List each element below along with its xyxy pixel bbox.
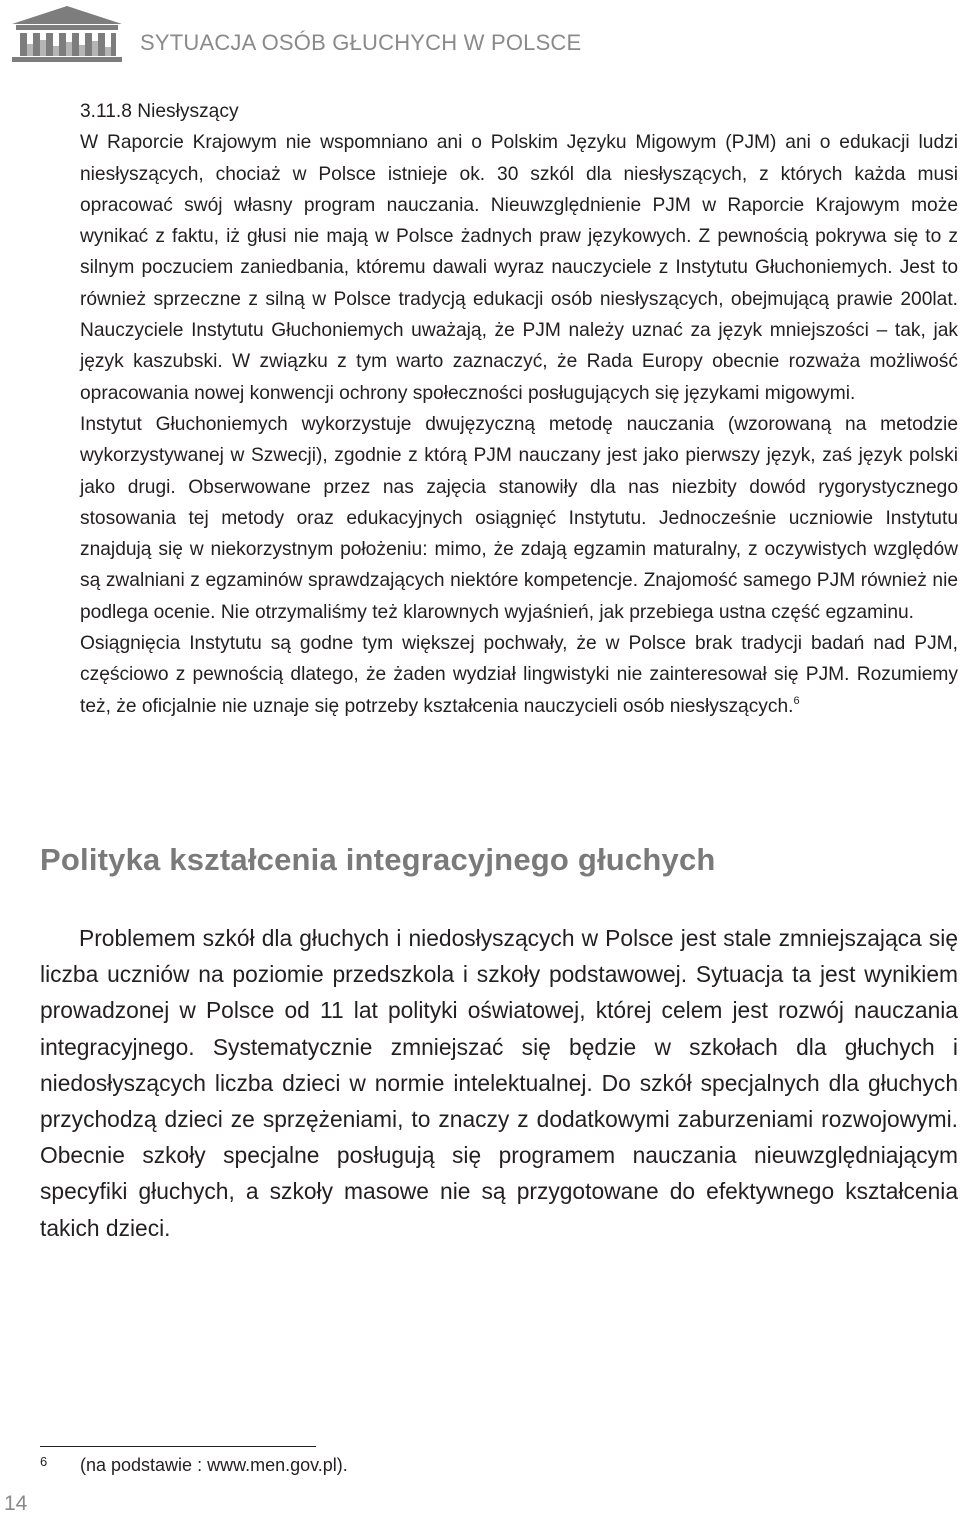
body-paragraph: Instytut Głuchoniemych wykorzystuje dwujęzyczną metodę nauczania (wzorowaną na metodzie wykorzystywanej w Szwecji), zgodnie z którą PJM nauczany jest jako pierwszy język, zaś język polski jako drugi. Obserwowane przez nas zajęcia stanowiły dla nas niezbity dowód rygorystycznego stosowania tej metody oraz edukacyjnych osiągnięć Instytutu. Jednocześnie uczniowie Instytutu znajdują się w niekorzystnym położeniu: mimo, że zdają egzamin maturalny, z oczywistych względów są zwalniani z egzaminów sprawdzających niektóre kompetencje. Znajomość samego PJM również nie podlega ocenie. Nie otrzymaliśmy też klarownych wyjaśnień, jak przebiega ustna część egzaminu.: [80, 413, 958, 623]
body-paragraph: [80, 628, 958, 722]
page-number: 14: [4, 1492, 28, 1515]
footnote-reference[interactable]: 6: [793, 694, 800, 707]
footnote-text: (na podstawie : www.men.gov.pl).: [80, 1455, 348, 1475]
body-paragraph: W Raporcie Krajowym nie wspomniano ani o Polskim Języku Migowym (PJM) ani o edukacji ludzi niesłyszących, chociaż w Polsce istnieje ok. 30 szkól dla niesłyszących, z których każda musi opracować swój własny program nauczania. Nieuwzględnienie PJM w Raporcie Krajowym może wynikać z faktu, iż głusi nie mają w Polsce żadnych praw językowych. Z pewnością pokrywa się to z silnym poczuciem zaniedbania, któremu dawali wyraz nauczyciele z Instytutu Głuchoniemych. Jest to również sprzeczne z silną w Polsce tradycją edukacji osób niesłyszących, obejmującą prawie 200lat. Nauczyciele Instytutu Głuchoniemych uważają, że PJM należy uznać za język mniejszości – tak, jak język kaszubski. W związku z tym warto zaznaczyć, że Rada Europy obecnie rozważa możliwość opracowania nowej konwencji ochrony społeczności posługujących się językami migowymi.: [80, 132, 958, 404]
footnote-divider: [40, 1446, 316, 1447]
section-heading: Polityka kształcenia integracyjnego głuchych: [40, 842, 716, 877]
subsection-title: 3.11.8 Niesłyszący: [80, 101, 239, 122]
columned-building-logo-icon: [8, 4, 126, 66]
section-lead-paragraph: Problemem szkół dla głuchych i niedosłyszących w Polsce jest stale zmniejszająca się liczba uczniów na poziomie przedszkola i szkoły podstawowej. Sytuacja ta jest wynikiem prowadzonej w Polsce od 11 lat polityki oświatowej, której celem jest rozwój nauczania integracyjnego. Systematycznie zmniejszać się będzie w szkołach dla głuchych i niedosłyszących liczba dzieci w normie intelektualnej. Do szkół specjalnych dla głuchych przychodzą dzieci ze sprzężeniami, to znaczy z dodatkowymi zaburzeniami rozwojowymi. Obecnie szkoły specjalne posługują się programem nauczania nieuwzględniającym specyfiki głuchych, a szkoły masowe nie są przygotowane do efektywnego kształcenia takich dzieci.: [40, 925, 958, 1241]
footnote-number: 6: [40, 1454, 48, 1469]
body-paragraph-text: Osiągnięcia Instytutu są godne tym większej pochwały, że w Polsce brak tradycji badań nad PJM, częściowo z pewnością dlatego, że żaden wydział lingwistyki nie zainteresował się PJM. Rozumiemy też, że oficjalnie nie uznaje się potrzeby kształcenia nauczycieli osób niesłyszących.: [80, 633, 958, 717]
subsection-body: [80, 96, 958, 722]
page-header: [0, 0, 960, 70]
running-header-title: SYTUACJA OSÓB GŁUCHYCH W POLSCE: [140, 30, 582, 55]
